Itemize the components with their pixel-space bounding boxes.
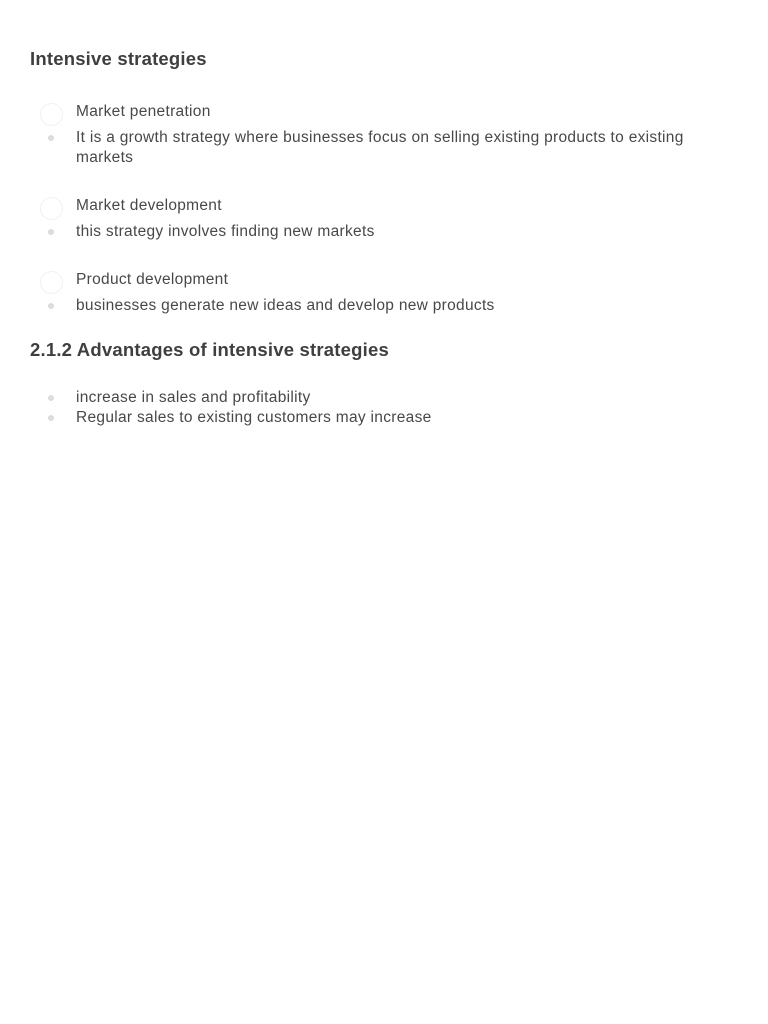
section-heading-intensive-strategies: Intensive strategies (30, 48, 207, 69)
bullet-dot-icon (48, 135, 54, 141)
section-heading-advantages: 2.1.2 Advantages of intensive strategies (30, 339, 389, 360)
bullet-dot-icon (48, 395, 54, 401)
radio-circle-icon[interactable] (40, 197, 63, 220)
strategy-title: Product development (76, 271, 229, 288)
radio-circle-icon[interactable] (40, 103, 63, 126)
strategy-description: businesses generate new ideas and develop new products (76, 297, 495, 314)
bullet-dot-icon (48, 229, 54, 235)
bullet-dot-icon (48, 303, 54, 309)
list-item: increase in sales and profitability (76, 389, 311, 406)
strategy-title: Market penetration (76, 103, 211, 120)
strategy-title: Market development (76, 197, 222, 214)
strategy-description: It is a growth strategy where businesses focus on selling existing products to existing markets (76, 129, 684, 166)
strategy-description: this strategy involves finding new markets (76, 223, 375, 240)
list-item: Regular sales to existing customers may increase (76, 409, 432, 426)
radio-circle-icon[interactable] (40, 271, 63, 294)
bullet-dot-icon (48, 415, 54, 421)
